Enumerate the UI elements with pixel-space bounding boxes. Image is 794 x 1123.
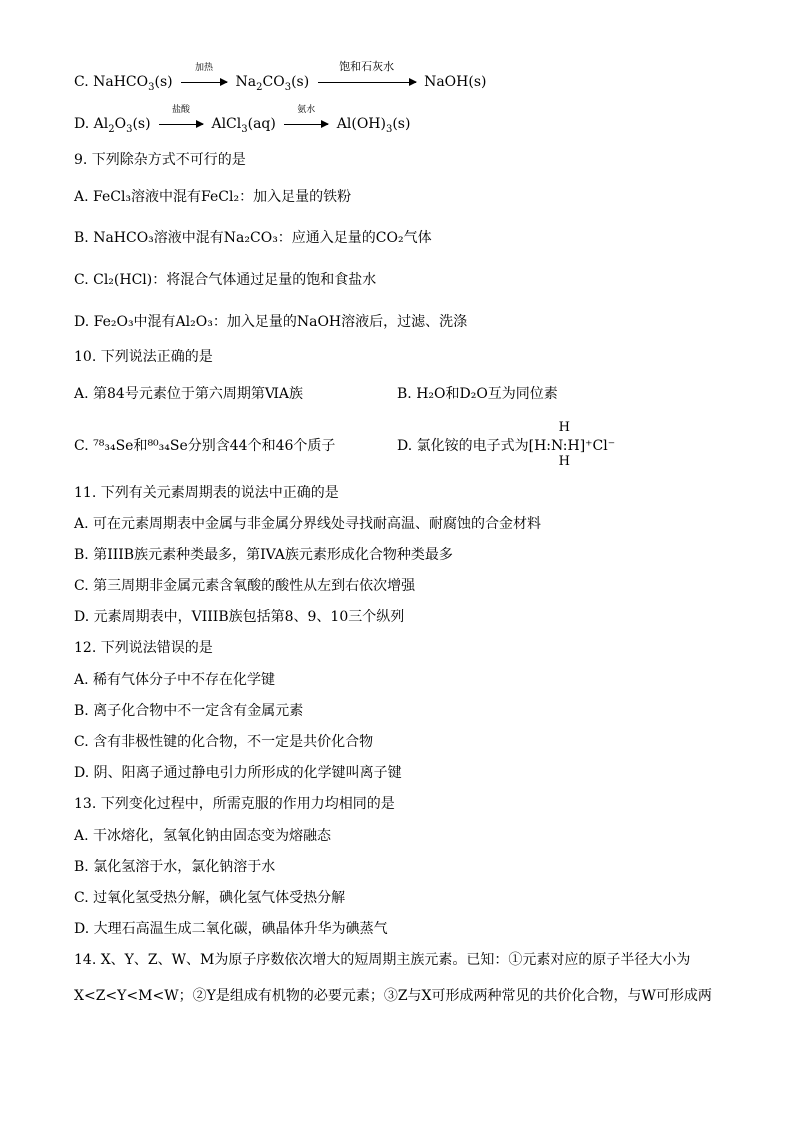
arrow-condition: 盐酸	[172, 105, 191, 115]
reaction-arrow	[159, 105, 203, 134]
state: (s)	[154, 74, 173, 90]
option-c-reaction: C. NaHCO$_3$(s) 加热 $Na_2CO_3(s)$ 饱和石灰水 NaOH(s)	[74, 72, 486, 98]
reactant-part: O	[114, 116, 127, 132]
reactant: D. Al	[74, 116, 109, 132]
question-11-option-c: C. 第三周期非金属元素含氧酸的酸性从左到右依次增强	[74, 578, 416, 594]
question-10-option-a: A. 第84号元素位于第六周期第ⅥA族	[74, 386, 304, 402]
lewis-hydrogen-top: H	[558, 420, 570, 435]
arrow-condition: 氨水	[297, 105, 316, 115]
product: NaOH(s)	[424, 74, 487, 90]
ammonium-chloride-electron-formula	[528, 420, 616, 469]
state: (s)	[132, 116, 151, 132]
question-10-option-d	[397, 420, 616, 469]
question-13-option-c: C. 过氧化氢受热分解，碘化氢气体受热分解	[74, 890, 346, 906]
lewis-hydrogen-bottom: H	[558, 454, 570, 469]
question-10-stem: 10. 下列说法正确的是	[74, 349, 213, 365]
product: Al(OH)	[336, 116, 386, 132]
question-12-option-d: D. 阴、阳离子通过静电引力所形成的化学键叫离子键	[74, 765, 402, 781]
question-12-option-c: C. 含有非极性键的化合物，不一定是共价化合物	[74, 734, 374, 750]
arrow-condition: 加热	[195, 63, 214, 73]
question-12-option-a: A. 稀有气体分子中不存在化学键	[74, 672, 276, 688]
question-13-option-b: B. 氯化氢溶于水，氯化钠溶于水	[74, 859, 276, 875]
question-11-stem: 11. 下列有关元素周期表的说法中正确的是	[74, 485, 339, 501]
product: Na	[235, 74, 257, 90]
state: (aq)	[247, 116, 276, 132]
arrow-condition: 饱和石灰水	[339, 60, 395, 73]
reaction-arrow	[318, 60, 416, 92]
state: (s)	[392, 116, 411, 132]
question-13-option-d: D. 大理石高温生成二氧化碳，碘晶体升华为碘蒸气	[74, 921, 388, 937]
option-text: D. 氯化铵的电子式为	[397, 438, 529, 454]
product: AlCl	[211, 116, 242, 132]
state: (s)	[291, 74, 310, 90]
question-11-option-a: A. 可在元素周期表中金属与非金属分界线处寻找耐高温、耐腐蚀的合金材料	[74, 516, 542, 532]
question-13-stem: 13. 下列变化过程中，所需克服的作用力均相同的是	[74, 796, 395, 812]
question-9-option-b: B. NaHCO₃溶液中混有Na₂CO₃：应通入足量的CO₂气体	[74, 230, 432, 246]
reaction-arrow	[284, 105, 328, 134]
question-14-line-2: X<Z<Y<M<W；②Y是组成有机物的必要元素；③Z与X可形成两种常见的共价化合物，与W可形成两	[74, 988, 712, 1004]
question-9-option-d: D. Fe₂O₃中混有Al₂O₃：加入足量的NaOH溶液后，过滤、洗涤	[74, 314, 468, 330]
question-10-option-c: C. ⁷⁸₃₄Se和⁸⁰₃₄Se分别含44个和46个质子	[74, 438, 336, 454]
question-9-option-c: C. Cl₂(HCl)：将混合气体通过足量的饱和食盐水	[74, 272, 377, 288]
product-part: CO	[262, 74, 285, 90]
question-11-option-d: D. 元素周期表中，VIIIB族包括第8、9、10三个纵列	[74, 609, 405, 625]
question-12-stem: 12. 下列说法错误的是	[74, 640, 213, 656]
question-12-option-b: B. 离子化合物中不一定含有金属元素	[74, 703, 304, 719]
question-11-option-b: B. 第IIIB族元素种类最多，第IVA族元素形成化合物种类最多	[74, 547, 453, 563]
option-d-reaction: D. $Al_2O_3(s)$ 盐酸 AlCl$_3$(aq) 氨水 $Al(OH)_3(s)$	[74, 114, 410, 140]
question-13-option-a: A. 干冰熔化，氢氧化钠由固态变为熔融态	[74, 828, 332, 844]
reaction-arrow	[181, 63, 227, 92]
question-14-line-1: 14. X、Y、Z、W、M为原子序数依次增大的短周期主族元素。已知：①元素对应的原子半径大小为	[74, 952, 691, 968]
lewis-formula: [H:N:H]⁺Cl⁻	[528, 438, 616, 454]
question-9-option-a: A. FeCl₃溶液中混有FeCl₂：加入足量的铁粉	[74, 189, 352, 205]
reactant: C. NaHCO	[74, 74, 149, 90]
question-10-option-b: B. H₂O和D₂O互为同位素	[397, 386, 558, 402]
question-9-stem: 9. 下列除杂方式不可行的是	[74, 152, 246, 168]
